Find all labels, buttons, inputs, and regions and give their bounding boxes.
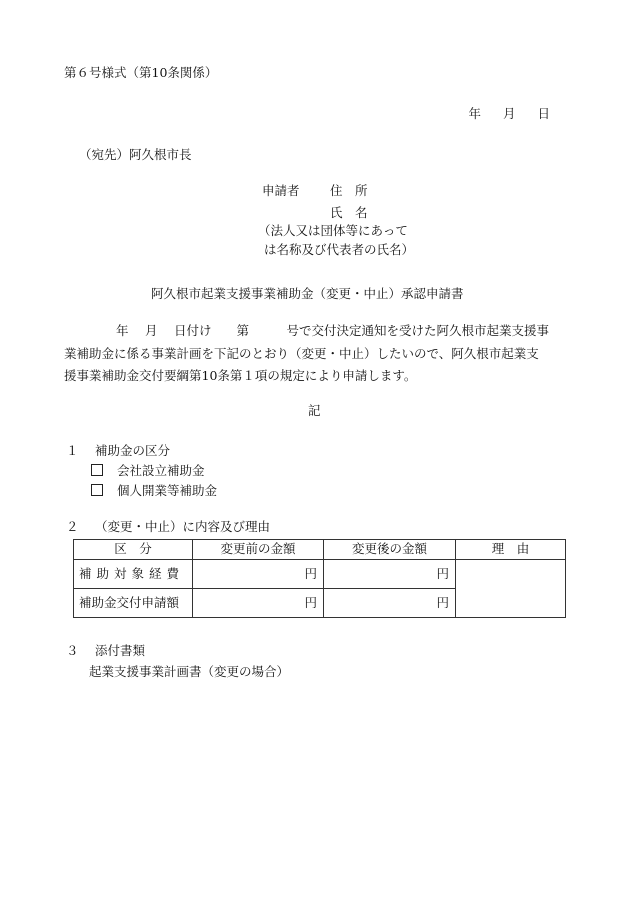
- attachment-item: 起業支援事業計画書（変更の場合）: [89, 664, 290, 679]
- name-label: 氏 名: [330, 205, 368, 220]
- table-header-row: [74, 540, 566, 560]
- section2-title: ２ （変更・中止）に内容及び理由: [66, 519, 270, 534]
- section3-title: ３ 添付書類: [66, 643, 145, 658]
- header-reason: 理 由: [456, 540, 566, 560]
- body-line-3: 援事業補助金交付要綱第10条第１項の規定により申請します。: [64, 368, 417, 383]
- date-year: 年: [468, 106, 481, 121]
- document-title: 阿久根市起業支援事業補助金（変更・中止）承認申請書: [151, 286, 464, 301]
- date-day: 日: [537, 106, 550, 121]
- checkbox-company[interactable]: [91, 464, 103, 476]
- subsidy-option-individual[interactable]: [91, 484, 217, 498]
- header-before-amount: 変更前の金額: [193, 540, 324, 560]
- body-line-1: 年 月 日付け 第 号で交付決定通知を受けた阿久根市起業支援事: [116, 323, 549, 338]
- date-line: [468, 108, 550, 121]
- checkbox-individual[interactable]: [91, 484, 103, 496]
- section1-title: １ 補助金の区分: [66, 443, 170, 458]
- header-category: 区 分: [74, 540, 193, 560]
- after-amount-eligible-cost[interactable]: 円: [324, 560, 456, 589]
- change-table: [73, 539, 566, 618]
- form-number: 第６号様式（第10条関係）: [64, 65, 218, 80]
- date-month: 月: [502, 106, 516, 121]
- before-amount-eligible-cost[interactable]: 円: [193, 560, 324, 589]
- table-row: [74, 560, 566, 589]
- row-label-eligible-cost: 補助対象経費: [74, 560, 193, 589]
- reason-cell[interactable]: [456, 560, 566, 618]
- option-label-individual: 個人開業等補助金: [117, 483, 218, 498]
- row-label-application-amount: 補助金交付申請額: [74, 589, 193, 618]
- option-label-company: 会社設立補助金: [117, 463, 205, 478]
- address-label: 住 所: [330, 183, 368, 198]
- corp-note-line2: は名称及び代表者の氏名）: [264, 242, 415, 257]
- before-amount-application[interactable]: 円: [193, 589, 324, 618]
- addressee: （宛先）阿久根市長: [79, 147, 192, 162]
- body-line-2: 業補助金に係る事業計画を下記のとおり（変更・中止）したいので、阿久根市起業支: [64, 346, 539, 361]
- ki-heading: 記: [308, 403, 321, 418]
- corp-note-line1: （法人又は団体等にあって: [258, 223, 408, 238]
- after-amount-application[interactable]: 円: [324, 589, 456, 618]
- subsidy-option-company[interactable]: [91, 464, 205, 478]
- header-after-amount: 変更後の金額: [324, 540, 456, 560]
- applicant-label: 申請者: [262, 183, 300, 198]
